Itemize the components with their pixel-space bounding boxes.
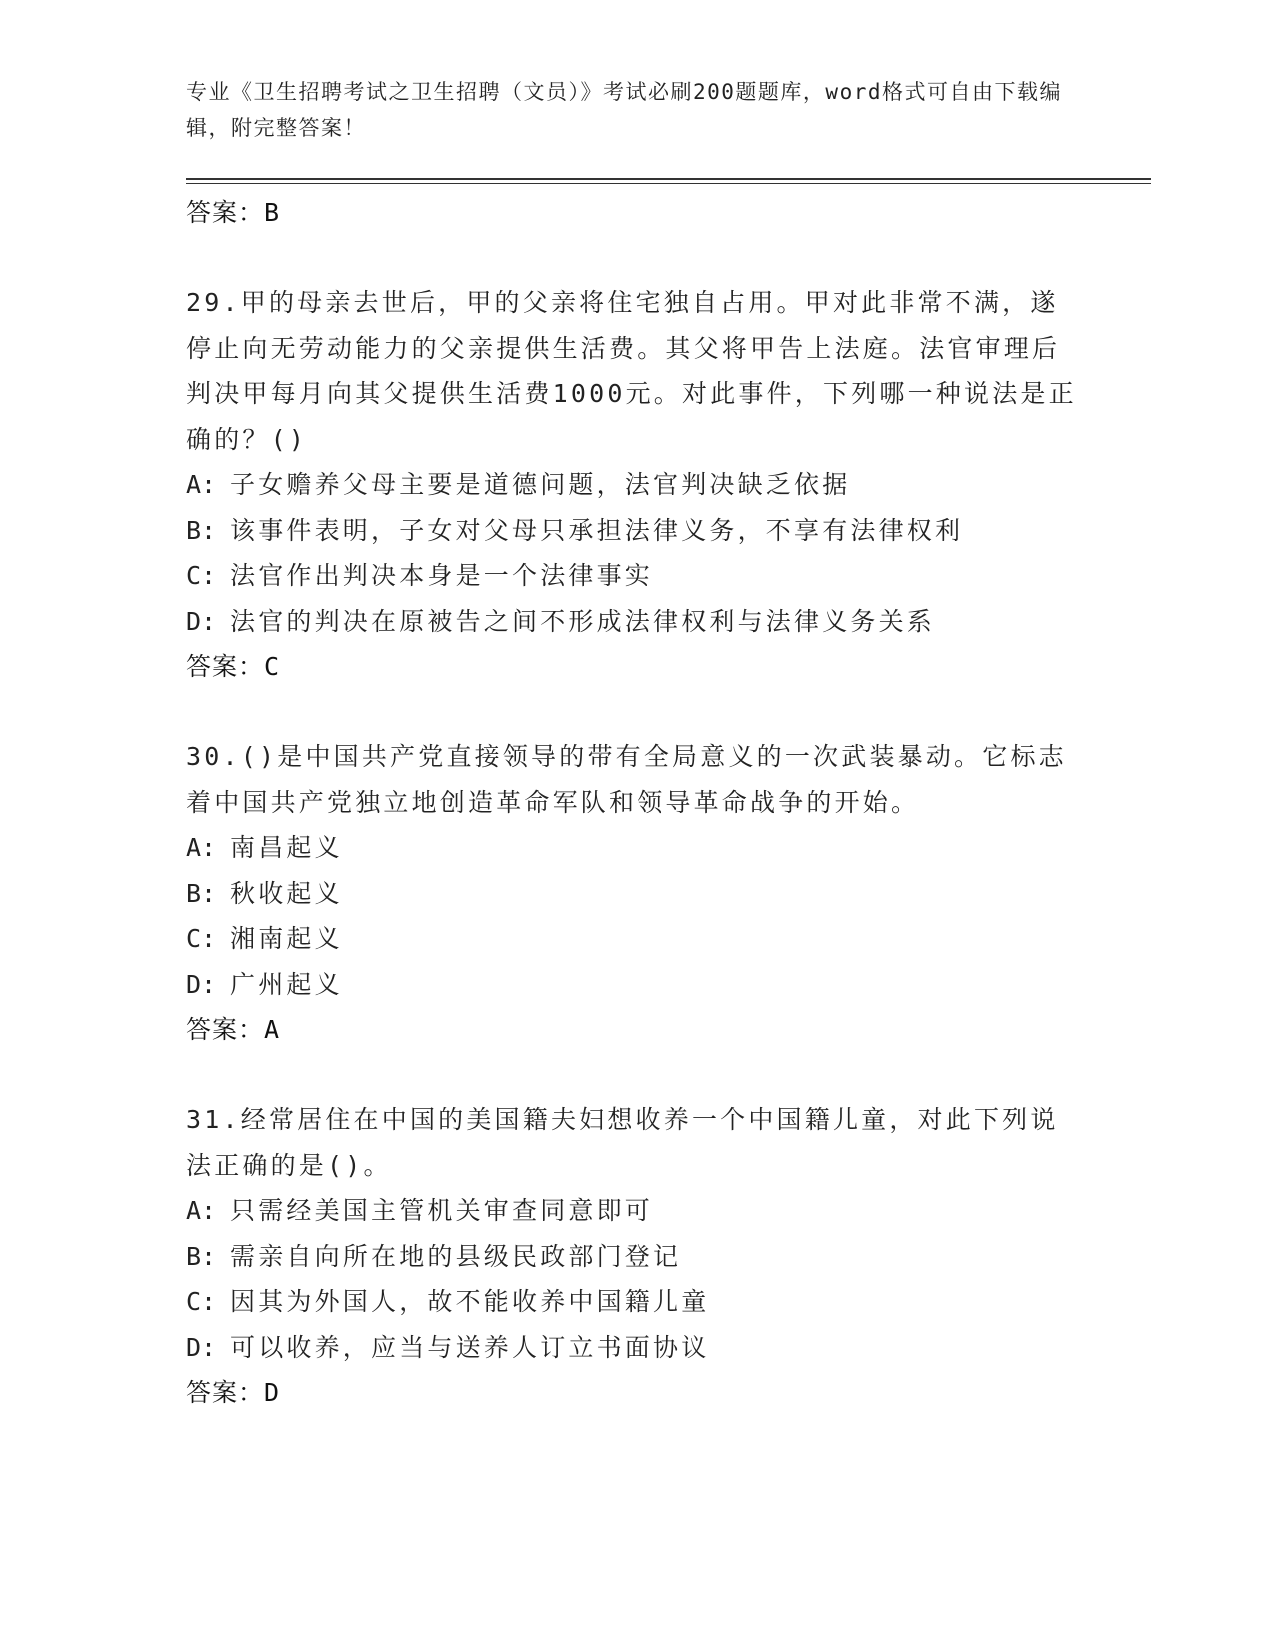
option-text: 法官的判决在原被告之间不形成法律权利与法律义务关系: [230, 606, 936, 636]
option-d: [186, 599, 1086, 645]
option-key: D:: [186, 1332, 217, 1362]
option-text: 南昌起义: [230, 833, 343, 862]
option-d: [186, 1325, 1086, 1371]
option-key: D:: [186, 606, 217, 636]
answer-line: 答案：A: [186, 1015, 281, 1044]
option-text: 可以收养，应当与送养人订立书面协议: [230, 1332, 710, 1362]
option-text: 广州起义: [230, 969, 343, 999]
option-b: [186, 871, 1086, 917]
option-key: B:: [186, 878, 217, 908]
option-b: [186, 508, 1086, 554]
option-key: C:: [186, 561, 217, 590]
question-stem: 30.()是中国共产党直接领导的带有全局意义的一次武装暴动。它标志着中国共产党独立地创造革命军队和领导革命战争的开始。: [186, 742, 1067, 817]
page-header: 专业《卫生招聘考试之卫生招聘（文员）》考试必刷200题题库，word格式可自由下载编辑，附完整答案！: [186, 80, 1062, 140]
option-key: C:: [186, 924, 217, 953]
header-divider-thin: [186, 183, 1151, 184]
answer-line: 答案：B: [186, 198, 281, 227]
question-stem: 31.经常居住在中国的美国籍夫妇想收养一个中国籍儿童，对此下列说法正确的是()。: [186, 1105, 1059, 1180]
option-a: [186, 825, 1086, 871]
option-key: B:: [186, 1241, 217, 1271]
option-text: 该事件表明，子女对父母只承担法律义务，不享有法律权利: [230, 515, 964, 545]
option-text: 只需经美国主管机关审查同意即可: [230, 1196, 654, 1225]
option-text: 子女赡养父母主要是道德问题，法官判决缺乏依据: [230, 470, 851, 499]
option-text: 需亲自向所在地的县级民政部门登记: [230, 1241, 682, 1271]
option-key: A:: [186, 470, 217, 499]
option-text: 法官作出判决本身是一个法律事实: [230, 561, 654, 590]
option-key: D:: [186, 969, 217, 999]
option-key: C:: [186, 1287, 217, 1316]
question-29: [186, 280, 1086, 690]
question-31: [186, 1097, 1086, 1416]
option-a: [186, 1188, 1086, 1234]
option-text: 秋收起义: [230, 878, 343, 908]
answer-line: 答案：D: [186, 1378, 281, 1407]
answer-line: 答案：C: [186, 652, 281, 681]
question-list: [186, 190, 1086, 1416]
header-divider: [186, 178, 1151, 180]
question-stem: 29.甲的母亲去世后，甲的父亲将住宅独自占用。甲对此非常不满，遂停止向无劳动能力的父亲提供生活费。其父将甲告上法庭。法官审理后判决甲每月向其父提供生活费1000元。对此事件，下列哪一种说法是正确的？(): [186, 288, 1077, 454]
option-c: [186, 1279, 1086, 1325]
option-key: A:: [186, 1196, 217, 1225]
option-key: A:: [186, 833, 217, 862]
option-key: B:: [186, 515, 217, 545]
option-b: [186, 1234, 1086, 1280]
option-a: [186, 462, 1086, 508]
option-c: [186, 916, 1086, 962]
option-d: [186, 962, 1086, 1008]
option-c: [186, 553, 1086, 599]
option-text: 湘南起义: [230, 924, 343, 953]
question-30: [186, 734, 1086, 1053]
option-text: 因其为外国人，故不能收养中国籍儿童: [230, 1287, 710, 1316]
